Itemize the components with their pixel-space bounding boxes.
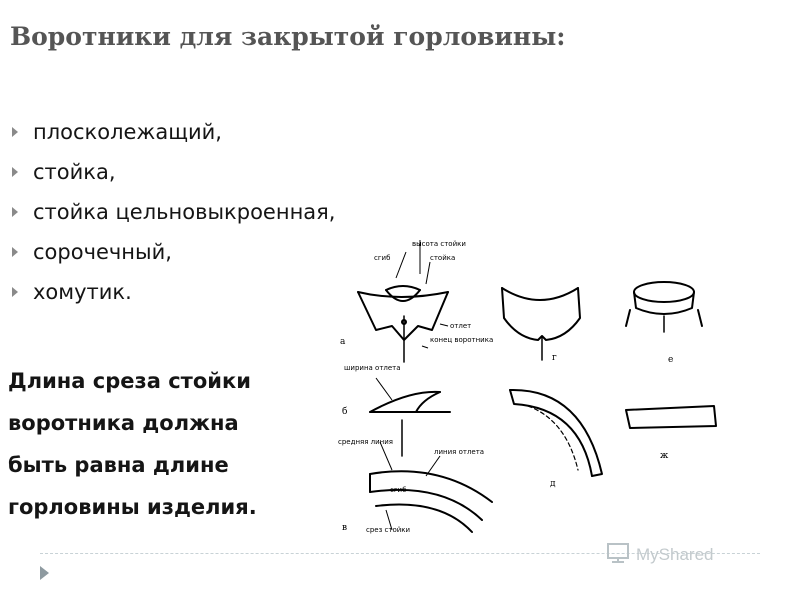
list-item (12, 232, 335, 272)
figure-letter: ж (660, 451, 669, 461)
note-line: быть равна длине (8, 453, 229, 477)
bullet-arrow-icon (12, 247, 18, 257)
list-item-label: стойка цельновыкроенная, (33, 200, 336, 224)
collar-pattern-drawing (370, 471, 492, 532)
figure-letter: б (342, 407, 348, 417)
label-otlet: отлет (450, 322, 472, 330)
clamp-collar-drawing (626, 282, 702, 332)
label-shirina-otleta: ширина отлета (344, 364, 401, 372)
figure-letter: в (342, 523, 348, 533)
list-item (12, 272, 335, 312)
figure-letter: д (550, 479, 556, 489)
myshared-watermark-logo (606, 536, 766, 572)
one-piece-stand-drawing (510, 390, 602, 476)
list-item-label: сорочечный, (33, 240, 172, 264)
label-sgib: сгиб (374, 254, 391, 262)
label-sgib: сгиб (390, 486, 407, 494)
list-item-label: стойка, (33, 160, 116, 184)
watermark-text: MyShared (636, 545, 714, 564)
collar-types-list (12, 112, 335, 312)
collar-length-note (8, 360, 257, 528)
flat-collar-drawing (502, 288, 580, 360)
label-liniya-otleta: линия отлета (434, 448, 485, 456)
footer-arrow-icon (40, 566, 49, 580)
figure-letter: е (668, 355, 674, 365)
label-vysota-stoyki: высота стойки (412, 240, 466, 248)
collar-drawings-figure (330, 230, 730, 550)
bullet-arrow-icon (12, 287, 18, 297)
note-line: Длина среза стойки (8, 369, 251, 393)
label-srez-stoyki: срез стойки (366, 526, 411, 534)
slide-title: Воротники для закрытой горловины: (10, 22, 566, 51)
list-item-label: плосколежащий, (33, 120, 222, 144)
note-line: воротника должна (8, 411, 239, 435)
bullet-arrow-icon (12, 207, 18, 217)
bullet-arrow-icon (12, 127, 18, 137)
list-item (12, 152, 335, 192)
bullet-arrow-icon (12, 167, 18, 177)
label-stoyka: стойка (430, 254, 456, 262)
figure-letter: г (552, 353, 557, 363)
label-konec-vorotnika: конец воротника (430, 336, 494, 344)
note-line: горловины изделия. (8, 495, 257, 519)
list-item-label: хомутик. (33, 280, 132, 304)
list-item (12, 192, 335, 232)
label-srednyaya-liniya: средняя линия (338, 438, 394, 446)
list-item (12, 112, 335, 152)
shirt-collar-drawing (358, 286, 448, 362)
figure-letter: а (340, 337, 346, 347)
band-collar-drawing (626, 406, 716, 428)
